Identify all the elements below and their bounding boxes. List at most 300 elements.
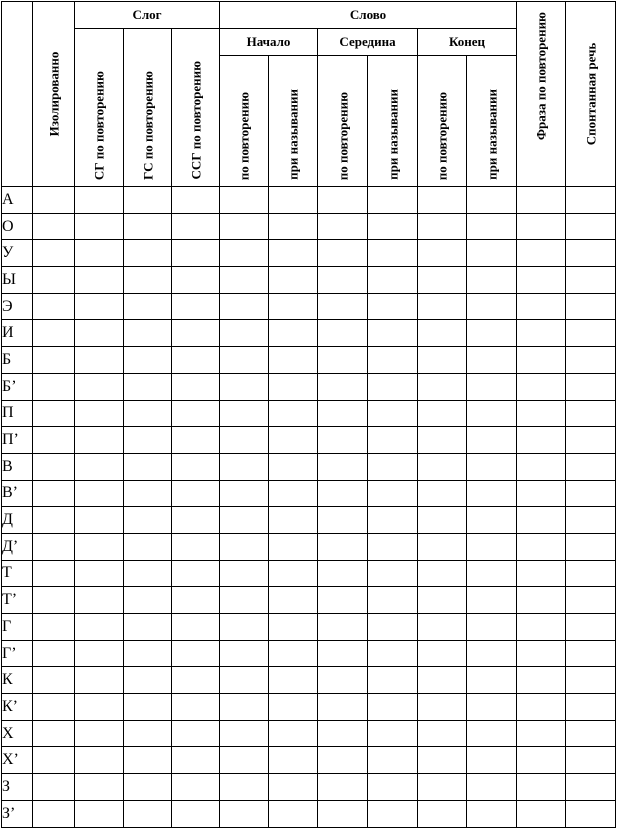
table-cell[interactable] <box>368 213 418 240</box>
table-cell[interactable] <box>418 720 467 747</box>
table-cell[interactable] <box>75 240 124 267</box>
table-cell[interactable] <box>220 187 269 214</box>
table-cell[interactable] <box>318 800 368 827</box>
table-cell[interactable] <box>467 533 517 560</box>
table-cell[interactable] <box>418 533 467 560</box>
table-cell[interactable] <box>124 694 172 721</box>
table-cell[interactable] <box>33 347 75 374</box>
table-cell[interactable] <box>220 347 269 374</box>
table-cell[interactable] <box>172 614 220 641</box>
table-cell[interactable] <box>220 427 269 454</box>
table-cell[interactable] <box>220 293 269 320</box>
table-cell[interactable] <box>220 667 269 694</box>
table-cell[interactable] <box>172 507 220 534</box>
table-cell[interactable] <box>220 400 269 427</box>
table-cell[interactable] <box>124 453 172 480</box>
table-cell[interactable] <box>269 320 318 347</box>
table-cell[interactable] <box>467 347 517 374</box>
table-cell[interactable] <box>467 720 517 747</box>
table-cell[interactable] <box>318 400 368 427</box>
table-cell[interactable] <box>220 453 269 480</box>
table-cell[interactable] <box>517 560 566 587</box>
table-cell[interactable] <box>172 587 220 614</box>
table-cell[interactable] <box>124 774 172 801</box>
table-cell[interactable] <box>124 614 172 641</box>
table-cell[interactable] <box>368 400 418 427</box>
table-cell[interactable] <box>318 240 368 267</box>
table-cell[interactable] <box>418 293 467 320</box>
table-cell[interactable] <box>33 507 75 534</box>
table-cell[interactable] <box>368 560 418 587</box>
table-cell[interactable] <box>75 293 124 320</box>
table-cell[interactable] <box>124 640 172 667</box>
header-word-start: Начало <box>220 29 318 56</box>
table-cell[interactable] <box>124 667 172 694</box>
table-cell[interactable] <box>75 747 124 774</box>
table-cell[interactable] <box>566 293 616 320</box>
table-cell[interactable] <box>75 640 124 667</box>
table-cell[interactable] <box>75 427 124 454</box>
table-cell[interactable] <box>269 800 318 827</box>
table-cell[interactable] <box>467 587 517 614</box>
table-cell[interactable] <box>318 373 368 400</box>
table-cell[interactable] <box>517 213 566 240</box>
table-cell[interactable] <box>75 267 124 294</box>
table-cell[interactable] <box>467 293 517 320</box>
table-cell[interactable] <box>172 480 220 507</box>
header-word-middle-repeat <box>318 56 368 187</box>
table-cell[interactable] <box>467 640 517 667</box>
table-cell[interactable] <box>172 427 220 454</box>
table-cell[interactable] <box>467 480 517 507</box>
table-cell[interactable] <box>75 587 124 614</box>
table-cell[interactable] <box>517 720 566 747</box>
table-cell[interactable] <box>467 427 517 454</box>
table-cell[interactable] <box>269 507 318 534</box>
table-cell[interactable] <box>467 800 517 827</box>
table-cell[interactable] <box>418 507 467 534</box>
table-cell[interactable] <box>566 187 616 214</box>
table-cell[interactable] <box>368 373 418 400</box>
table-cell[interactable] <box>517 293 566 320</box>
table-cell[interactable] <box>467 694 517 721</box>
table-cell[interactable] <box>75 614 124 641</box>
table-cell[interactable] <box>318 267 368 294</box>
table-cell[interactable] <box>418 667 467 694</box>
table-row <box>2 480 616 507</box>
table-cell[interactable] <box>368 614 418 641</box>
table-cell[interactable] <box>75 800 124 827</box>
table-cell[interactable] <box>418 480 467 507</box>
table-cell[interactable] <box>269 533 318 560</box>
table-cell[interactable] <box>124 533 172 560</box>
table-cell[interactable] <box>467 213 517 240</box>
table-cell[interactable] <box>368 800 418 827</box>
table-cell[interactable] <box>318 640 368 667</box>
table-cell[interactable] <box>418 267 467 294</box>
table-cell[interactable] <box>566 694 616 721</box>
table-cell[interactable] <box>33 480 75 507</box>
table-cell[interactable] <box>517 187 566 214</box>
table-cell[interactable] <box>517 614 566 641</box>
table-cell[interactable] <box>33 720 75 747</box>
table-cell[interactable] <box>467 320 517 347</box>
table-cell[interactable] <box>566 747 616 774</box>
table-cell[interactable] <box>33 587 75 614</box>
table-cell[interactable] <box>124 293 172 320</box>
table-cell[interactable] <box>517 694 566 721</box>
table-cell[interactable] <box>517 347 566 374</box>
table-cell[interactable] <box>517 640 566 667</box>
table-cell[interactable] <box>318 320 368 347</box>
table-cell[interactable] <box>517 373 566 400</box>
table-cell[interactable] <box>75 667 124 694</box>
table-cell[interactable] <box>33 560 75 587</box>
table-cell[interactable] <box>220 640 269 667</box>
table-cell[interactable] <box>418 694 467 721</box>
table-cell[interactable] <box>368 267 418 294</box>
table-cell[interactable] <box>172 640 220 667</box>
table-cell[interactable] <box>418 453 467 480</box>
table-cell[interactable] <box>172 347 220 374</box>
table-cell[interactable] <box>566 267 616 294</box>
table-cell[interactable] <box>566 667 616 694</box>
table-cell[interactable] <box>124 507 172 534</box>
table-cell[interactable] <box>318 480 368 507</box>
table-cell[interactable] <box>75 320 124 347</box>
table-cell[interactable] <box>75 187 124 214</box>
table-cell[interactable] <box>124 720 172 747</box>
table-cell[interactable] <box>124 800 172 827</box>
table-cell[interactable] <box>172 720 220 747</box>
table-cell[interactable] <box>33 694 75 721</box>
table-cell[interactable] <box>33 614 75 641</box>
table-cell[interactable] <box>124 187 172 214</box>
header-syllable-ssg-label: ССГ по повторению <box>188 61 203 180</box>
table-cell[interactable] <box>75 480 124 507</box>
table-cell[interactable] <box>220 747 269 774</box>
table-cell[interactable] <box>368 640 418 667</box>
table-cell[interactable] <box>220 694 269 721</box>
table-cell[interactable] <box>566 320 616 347</box>
table-cell[interactable] <box>517 453 566 480</box>
table-cell[interactable] <box>368 587 418 614</box>
table-cell[interactable] <box>33 320 75 347</box>
table-cell[interactable] <box>33 427 75 454</box>
table-cell[interactable] <box>33 667 75 694</box>
table-cell[interactable] <box>172 747 220 774</box>
header-word-end-repeat <box>418 56 467 187</box>
table-cell[interactable] <box>418 187 467 214</box>
table-cell[interactable] <box>220 560 269 587</box>
table-cell[interactable] <box>467 240 517 267</box>
table-cell[interactable] <box>33 533 75 560</box>
table-cell[interactable] <box>368 774 418 801</box>
table-cell[interactable] <box>75 533 124 560</box>
table-cell[interactable] <box>269 293 318 320</box>
table-cell[interactable] <box>318 507 368 534</box>
table-cell[interactable] <box>517 774 566 801</box>
table-cell[interactable] <box>566 347 616 374</box>
table-cell[interactable] <box>269 453 318 480</box>
table-cell[interactable] <box>318 187 368 214</box>
table-cell[interactable] <box>566 640 616 667</box>
table-cell[interactable] <box>318 747 368 774</box>
table-cell[interactable] <box>33 747 75 774</box>
table-cell[interactable] <box>566 240 616 267</box>
header-word-end-naming <box>467 56 517 187</box>
table-cell[interactable] <box>566 480 616 507</box>
table-cell[interactable] <box>124 320 172 347</box>
table-cell[interactable] <box>269 240 318 267</box>
table-cell[interactable] <box>172 800 220 827</box>
table-cell[interactable] <box>418 240 467 267</box>
table-cell[interactable] <box>566 453 616 480</box>
table-cell[interactable] <box>467 267 517 294</box>
table-cell[interactable] <box>517 480 566 507</box>
table-cell[interactable] <box>269 400 318 427</box>
table-cell[interactable] <box>33 453 75 480</box>
table-cell[interactable] <box>75 400 124 427</box>
table-cell[interactable] <box>368 533 418 560</box>
table-cell[interactable] <box>172 267 220 294</box>
table-cell[interactable] <box>269 667 318 694</box>
table-cell[interactable] <box>124 427 172 454</box>
table-cell[interactable] <box>220 213 269 240</box>
table-cell[interactable] <box>566 614 616 641</box>
table-cell[interactable] <box>172 694 220 721</box>
table-cell[interactable] <box>220 507 269 534</box>
table-cell[interactable] <box>467 400 517 427</box>
table-cell[interactable] <box>517 533 566 560</box>
table-cell[interactable] <box>517 800 566 827</box>
table-cell[interactable] <box>172 453 220 480</box>
table-cell[interactable] <box>318 427 368 454</box>
table-cell[interactable] <box>172 774 220 801</box>
table-cell[interactable] <box>75 213 124 240</box>
table-cell[interactable] <box>368 507 418 534</box>
table-cell[interactable] <box>418 640 467 667</box>
table-cell[interactable] <box>368 747 418 774</box>
table-cell[interactable] <box>269 640 318 667</box>
table-cell[interactable] <box>33 373 75 400</box>
table-cell[interactable] <box>33 213 75 240</box>
header-word-start-naming-label: при назывании <box>285 89 301 180</box>
table-cell[interactable] <box>75 453 124 480</box>
table-cell[interactable] <box>269 480 318 507</box>
table-cell[interactable] <box>269 560 318 587</box>
table-cell[interactable] <box>75 507 124 534</box>
table-cell[interactable] <box>172 667 220 694</box>
table-cell[interactable] <box>124 480 172 507</box>
table-cell[interactable] <box>75 774 124 801</box>
table-cell[interactable] <box>566 400 616 427</box>
table-cell[interactable] <box>220 240 269 267</box>
table-cell[interactable] <box>318 694 368 721</box>
table-cell[interactable] <box>172 293 220 320</box>
table-cell[interactable] <box>517 587 566 614</box>
table-cell[interactable] <box>75 694 124 721</box>
table-cell[interactable] <box>269 694 318 721</box>
table-cell[interactable] <box>467 560 517 587</box>
table-cell[interactable] <box>124 587 172 614</box>
table-cell[interactable] <box>517 267 566 294</box>
table-cell[interactable] <box>418 213 467 240</box>
table-cell[interactable] <box>75 560 124 587</box>
table-cell[interactable] <box>318 774 368 801</box>
table-cell[interactable] <box>517 747 566 774</box>
table-cell[interactable] <box>269 427 318 454</box>
table-cell[interactable] <box>269 187 318 214</box>
table-cell[interactable] <box>368 480 418 507</box>
table-cell[interactable] <box>318 293 368 320</box>
table-cell[interactable] <box>566 373 616 400</box>
sound-assessment-table <box>1 1 616 828</box>
table-cell[interactable] <box>368 293 418 320</box>
table-cell[interactable] <box>368 694 418 721</box>
table-cell[interactable] <box>33 187 75 214</box>
table-cell[interactable] <box>517 240 566 267</box>
table-cell[interactable] <box>269 267 318 294</box>
table-cell[interactable] <box>418 427 467 454</box>
table-cell[interactable] <box>467 453 517 480</box>
table-cell[interactable] <box>124 400 172 427</box>
table-cell[interactable] <box>467 187 517 214</box>
table-cell[interactable] <box>566 720 616 747</box>
table-cell[interactable] <box>172 213 220 240</box>
table-cell[interactable] <box>75 347 124 374</box>
table-cell[interactable] <box>418 587 467 614</box>
table-cell[interactable] <box>124 213 172 240</box>
table-cell[interactable] <box>220 267 269 294</box>
table-cell[interactable] <box>467 507 517 534</box>
table-cell[interactable] <box>368 667 418 694</box>
table-cell[interactable] <box>75 373 124 400</box>
table-cell[interactable] <box>467 667 517 694</box>
table-cell[interactable] <box>418 614 467 641</box>
table-cell[interactable] <box>566 800 616 827</box>
table-cell[interactable] <box>318 453 368 480</box>
table-cell[interactable] <box>318 560 368 587</box>
table-cell[interactable] <box>467 747 517 774</box>
table-cell[interactable] <box>269 373 318 400</box>
table-cell[interactable] <box>418 774 467 801</box>
table-cell[interactable] <box>33 267 75 294</box>
table-cell[interactable] <box>172 373 220 400</box>
table-cell[interactable] <box>269 747 318 774</box>
table-cell[interactable] <box>33 240 75 267</box>
table-cell[interactable] <box>517 667 566 694</box>
table-cell[interactable] <box>517 507 566 534</box>
row-sound-label: Б’ <box>2 373 33 400</box>
table-cell[interactable] <box>172 533 220 560</box>
table-cell[interactable] <box>368 187 418 214</box>
table-cell[interactable] <box>269 614 318 641</box>
table-cell[interactable] <box>269 347 318 374</box>
table-cell[interactable] <box>220 587 269 614</box>
table-cell[interactable] <box>467 614 517 641</box>
table-cell[interactable] <box>418 560 467 587</box>
table-cell[interactable] <box>269 587 318 614</box>
table-cell[interactable] <box>33 800 75 827</box>
table-cell[interactable] <box>418 747 467 774</box>
table-cell[interactable] <box>220 533 269 560</box>
table-cell[interactable] <box>368 453 418 480</box>
table-cell[interactable] <box>368 427 418 454</box>
table-cell[interactable] <box>368 720 418 747</box>
table-cell[interactable] <box>172 187 220 214</box>
table-cell[interactable] <box>318 213 368 240</box>
table-cell[interactable] <box>220 774 269 801</box>
table-cell[interactable] <box>517 427 566 454</box>
table-cell[interactable] <box>318 720 368 747</box>
table-cell[interactable] <box>220 320 269 347</box>
table-cell[interactable] <box>566 507 616 534</box>
row-sound-label: Б <box>2 347 33 374</box>
table-cell[interactable] <box>368 347 418 374</box>
table-cell[interactable] <box>269 213 318 240</box>
table-cell[interactable] <box>318 667 368 694</box>
table-cell[interactable] <box>124 373 172 400</box>
row-sound-label: К’ <box>2 694 33 721</box>
table-cell[interactable] <box>33 293 75 320</box>
table-cell[interactable] <box>124 347 172 374</box>
table-cell[interactable] <box>418 800 467 827</box>
table-cell[interactable] <box>33 640 75 667</box>
table-cell[interactable] <box>566 560 616 587</box>
table-cell[interactable] <box>172 240 220 267</box>
table-cell[interactable] <box>517 400 566 427</box>
table-cell[interactable] <box>467 774 517 801</box>
table-cell[interactable] <box>566 213 616 240</box>
table-cell[interactable] <box>172 560 220 587</box>
table-cell[interactable] <box>172 320 220 347</box>
table-cell[interactable] <box>172 400 220 427</box>
table-cell[interactable] <box>269 774 318 801</box>
table-cell[interactable] <box>33 400 75 427</box>
table-cell[interactable] <box>566 427 616 454</box>
table-cell[interactable] <box>124 267 172 294</box>
table-cell[interactable] <box>75 720 124 747</box>
table-cell[interactable] <box>220 480 269 507</box>
table-cell[interactable] <box>467 373 517 400</box>
table-cell[interactable] <box>418 347 467 374</box>
table-cell[interactable] <box>418 400 467 427</box>
table-cell[interactable] <box>124 560 172 587</box>
table-cell[interactable] <box>124 240 172 267</box>
table-cell[interactable] <box>566 533 616 560</box>
table-cell[interactable] <box>318 587 368 614</box>
table-cell[interactable] <box>220 800 269 827</box>
table-cell[interactable] <box>33 774 75 801</box>
table-cell[interactable] <box>566 774 616 801</box>
table-cell[interactable] <box>220 614 269 641</box>
table-cell[interactable] <box>124 747 172 774</box>
table-row <box>2 187 616 214</box>
table-cell[interactable] <box>269 720 318 747</box>
table-cell[interactable] <box>418 320 467 347</box>
table-cell[interactable] <box>318 347 368 374</box>
table-cell[interactable] <box>220 720 269 747</box>
table-cell[interactable] <box>368 320 418 347</box>
table-cell[interactable] <box>517 320 566 347</box>
table-cell[interactable] <box>318 533 368 560</box>
table-cell[interactable] <box>220 373 269 400</box>
table-cell[interactable] <box>566 587 616 614</box>
table-cell[interactable] <box>418 373 467 400</box>
table-cell[interactable] <box>368 240 418 267</box>
table-cell[interactable] <box>318 614 368 641</box>
